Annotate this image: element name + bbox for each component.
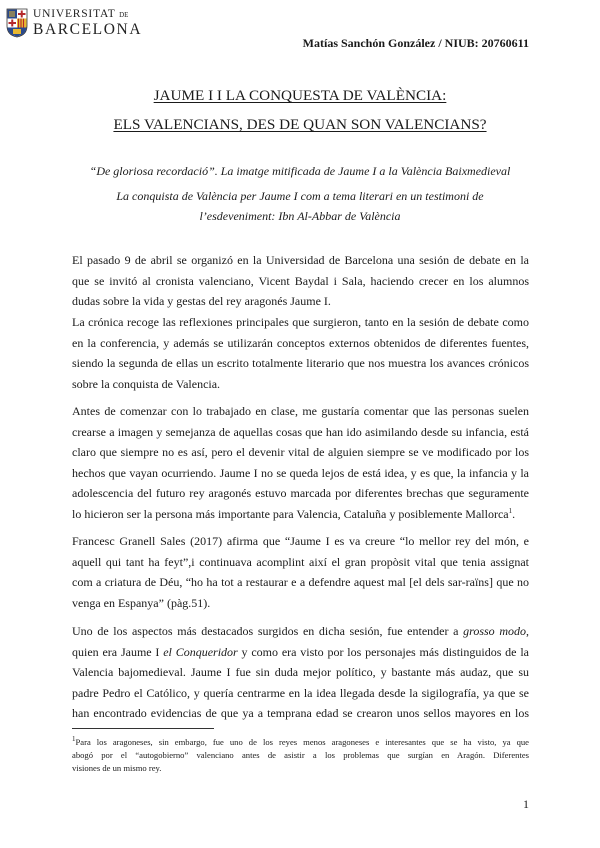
subtitle-line-2: La conquista de València per Jaume I com a tema literari en un testimoni de bbox=[116, 189, 484, 203]
page-number: 1 bbox=[523, 797, 529, 811]
logo-text-university: UNIVERSITAT DE bbox=[33, 8, 129, 20]
university-crest-icon bbox=[6, 8, 28, 38]
title-line-1: JAUME I I LA CONQUESTA DE VALÈNCIA: bbox=[153, 87, 447, 104]
subtitle-line-1: “De gloriosa recordació”. La imatge mitificada de Jaume I a la València Baixmedieval bbox=[89, 164, 511, 178]
author-header: Matías Sanchón González / NIUB: 20760611 bbox=[302, 36, 529, 50]
paragraph-4: Francesc Granell Sales (2017) afirma que “Jaume I es va creure “lo mellor rey del món, e aquell qui tant ha feyt”,i continuava acomplint així el gran propòsit vital que tenia assignat com a criatura de Déu, “ho ha tot a restaurar e a defendre aquest mal [el dels sar-raïns] que no venga en Espanya” (pàg.51). bbox=[72, 534, 529, 610]
logo-text-barcelona: BARCELONA bbox=[33, 20, 143, 38]
footnote-1: $^1$Para los aragoneses, sin embargo, fue uno de los reyes menos aragoneses e interesantes que se ha visto, ya que abogó por el “autogobierno” valenciano antes de asistir a los problemas que surgían en Aragón. Diferentes visiones de un mismo rey. bbox=[72, 736, 529, 774]
footnote-ref[interactable]: 1 bbox=[508, 506, 513, 515]
university-logo bbox=[6, 8, 142, 38]
paragraph-3: Antes de comenzar con lo trabajado en clase, me gustaría comentar que las personas suelen crearse a imagen y semejanza de aquellas cosas que han ido asimilando desde su infancia, está claro que siempre no es así, pero el devenir vital de alguien siempre se ve modificado por los hechos que vayan ocurriendo. Jaume I no se queda lejos de está idea, y es que, la infancia y la adolescencia del futuro rey aragonés estuvo marcada por diferentes brechas que seguramente lo hicieron ser la persona más importante para Valencia, Cataluña y posiblemente Mallorca$^1$. bbox=[72, 404, 529, 521]
subtitle-line-3: l’esdeveniment: Ibn Al-Abbar de València bbox=[199, 209, 401, 223]
footnote-separator bbox=[72, 728, 214, 729]
paragraph-2: La crónica recoge las reflexiones principales que surgieron, tanto en la sesión de debate como en la conferencia, y además se utilizarán conceptos externos obtenidos de diferentes fuentes, siendo la segunda de ellas un escrito totalmente literario que nos muestra los avances crónicos sobre la conquista de Valencia. bbox=[72, 315, 529, 391]
paragraph-5: Uno de los aspectos más destacados surgidos en dicha sesión, fue entender a grosso modo, quien era Jaume I el Conqueridor y como era visto por los personajes más distinguidos de la Valencia bajomedieval. Jaume I fue sin duda mejor político, y bastante más audaz, que su padre Pedro el Católico, y quería centrarme en la idea llegada desde la sigilografía, ya que se han encontrado evidencias de que ya a temprana edad se crearon unos sellos mayores en los bbox=[72, 624, 529, 721]
title-line-2: ELS VALENCIANS, DES DE QUAN SON VALENCIANS? bbox=[113, 116, 487, 133]
paragraph-1: El pasado 9 de abril se organizó en la Universidad de Barcelona una sesión de debate en la que se invitó al cronista valenciano, Vicent Baydal i Sala, haciendo crecer en los alumnos dudas sobre la vida y gestas del rey aragonés Jaume I. bbox=[72, 253, 529, 309]
